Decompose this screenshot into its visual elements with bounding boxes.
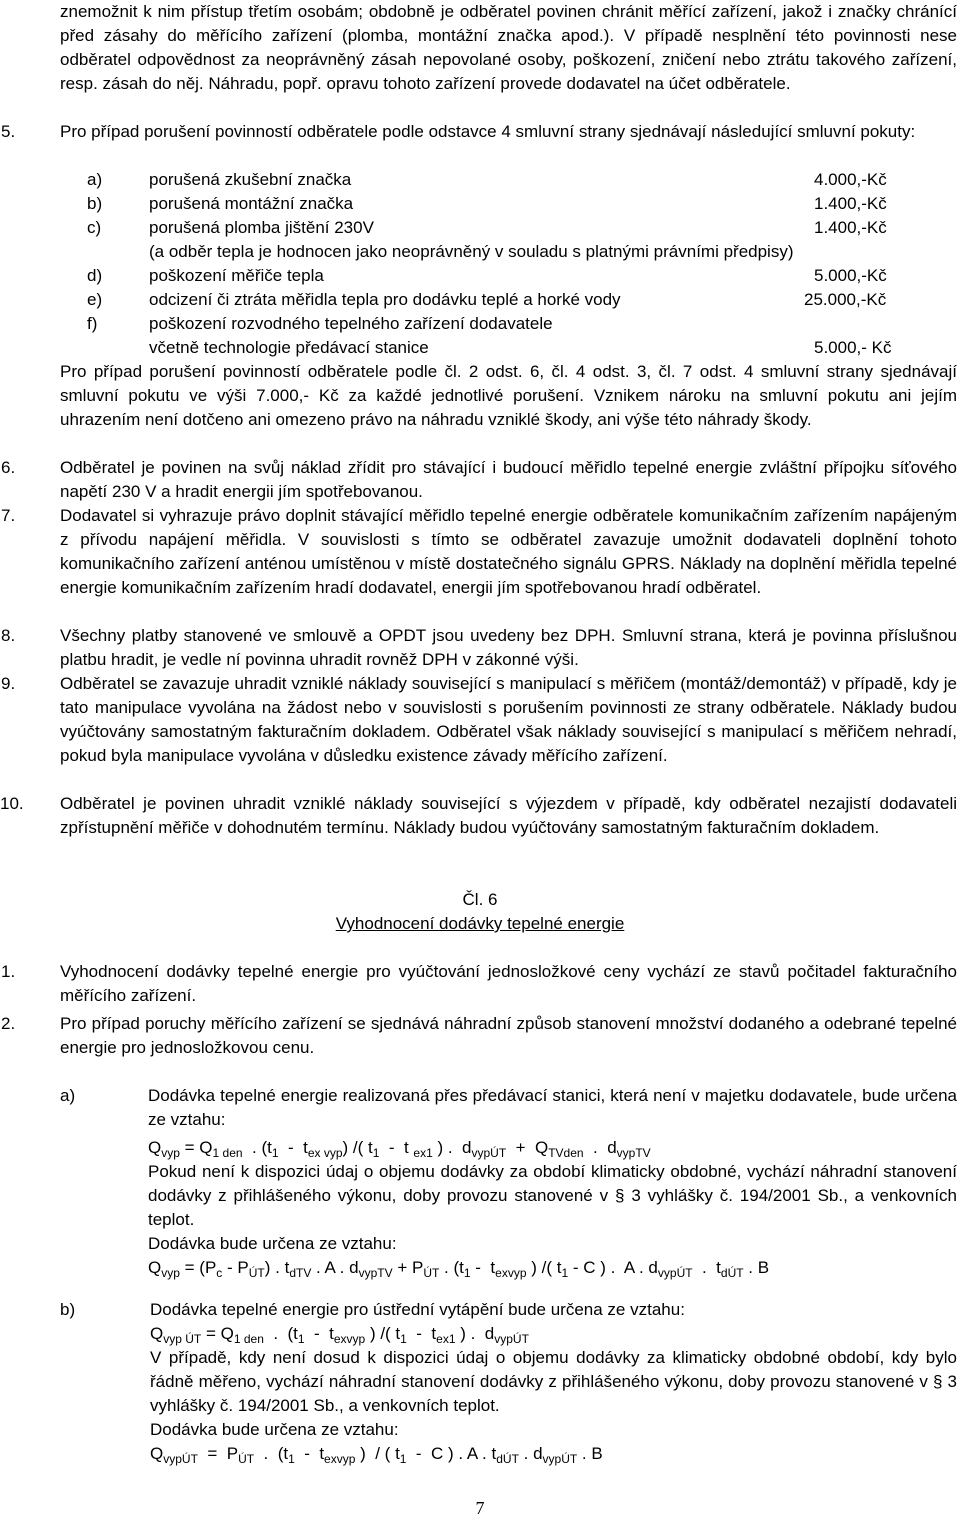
penalty-row: e) odcizení či ztráta měřidla tepla pro dodávku teplé a horké vody 25.000,-Kč — [60, 288, 957, 312]
sub-a-letter: a) — [60, 1086, 76, 1105]
penalty-row: a) porušená zkušební značka 4.000,-Kč — [60, 168, 957, 192]
clause-text: Odběratel je povinen na svůj náklad zřídit pro stávající i budoucí měřidlo tepelné energie zvláštní přípojku síťového napětí 230 V a hradit energii jím spotřebovanou. — [60, 458, 957, 501]
sub-b-paragraph: V případě, kdy není dosud k dispozici údaj o objemu dodávky za klimaticky obdobné období, kdy bylo řádně měřeno, vychází náhradní stanovení dodávky z přihlášeného výkonu, doby provozu stanovené v § 3 vyhlášky č. 194/2001 Sb., a venkovních teplot. — [150, 1348, 957, 1415]
sub-a — [148, 1084, 957, 1280]
clause-text: Všechny platby stanovené ve smlouvě a OPDT jsou uvedeny bez DPH. Smluvní strana, která je povinna příslušnou platbu hradit, je vedle ní povinna uhradit rovněž DPH v zákonné výši. — [60, 626, 957, 669]
clause-text: Pro případ porušení povinností odběratele podle odstavce 4 smluvní strany sjednávají následující smluvní pokuty: — [60, 122, 916, 141]
clause-9 — [1, 672, 957, 768]
penalty-amount: 4.000,-Kč — [814, 170, 887, 189]
penalty-amount: 5.000,-Kč — [814, 266, 887, 285]
sub-b-after: Dodávka bude určena ze vztahu: — [150, 1420, 399, 1439]
clause-number: 5. — [1, 122, 16, 141]
penalty-row: včetně technologie předávací stanice 5.000,- Kč — [60, 336, 957, 360]
penalty-note: (a odběr tepla je hodnocen jako neoprávněný v souladu s platnými právními předpisy) — [149, 242, 794, 261]
clause-number: 6. — [1, 458, 16, 477]
sub-b-intro: Dodávka tepelné energie pro ústřední vytápění bude určena ze vztahu: — [150, 1300, 685, 1319]
formula-q-vyput: $Q_{vypÚT} = P_{ÚT}$ . ($t_1 - t_{exvyp}$ ) / ( $t_1$ - C ) . A . $t_{dÚT}$ . $d_{vypÚT}$ . B — [150, 1444, 603, 1466]
clause-text: Dodavatel si vyhrazuje právo doplnit stávající měřidlo tepelné energie odběratele komunikačním zařízením napájeným z přívodu napájení měřidla. V souvislosti s tímto se odběratel zavazuje umožnit dodavateli doplnění tohoto komunikačního zařízení anténou umístěnou v místě dostatečného signálu GPRS. Náklady na doplnění měřidla tepelné energie komunikačním zařízením hradí dodavatel, energii jím spotřebovanou hradí odběratel. — [60, 506, 957, 597]
clause-text: Odběratel je povinen uhradit vzniklé náklady související s výjezdem v případě, kdy odběratel nezajistí dodavateli zpřístupnění měřiče v dohodnutém termínu. Náklady budou vyúčtovány samostatným fakturačním dokladem. — [60, 794, 957, 837]
clause-number: 9. — [1, 674, 16, 693]
sub-b — [150, 1298, 957, 1466]
clause-text: Pro případ poruchy měřícího zařízení se sjednává náhradní způsob stanovení množství dodaného a odebrané tepelné energie pro jednosložkovou cenu. — [60, 1014, 957, 1057]
penalty-amount: 25.000,-Kč — [804, 290, 887, 309]
formula-q-vyp-ut: $Q_{vyp ÚT} = Q_{1 den}$ . ($t_1 - t_{exvyp}$ ) /( $t_1 - t_{ex1}$ ) . $d_{vypÚT}$ — [150, 1324, 529, 1346]
clause-text: Vyhodnocení dodávky tepelné energie pro vyúčtování jednosložkové ceny vychází ze stavů počitadel fakturačního měřícího zařízení. — [60, 962, 957, 1005]
sub-a-paragraph: Pokud není k dispozici údaj o objemu dodávky za období klimaticky obdobné, vychází náhradní stanovení dodávky z přihlášeného výkonu, doby provozu stanovené v § 3 vyhlášky č. 194/2001 Sb., a venkovních teplot. — [148, 1162, 957, 1229]
clause-number: 7. — [1, 506, 16, 525]
section-heading — [0, 888, 960, 936]
penalty-row: f) poškození rozvodného tepelného zařízení dodavatele — [87, 314, 553, 333]
continuation-text: znemožnit k nim přístup třetím osobám; obdobně je odběratel povinen chránit měřící zařízení, jakož i značky chránící před zásahy do měřícího zařízení (plomba, montážní značka apod.). V případě nesplnění této povinnosti nese odběratel odpovědnost za neoprávněný zásah nepovolané osoby, poškození, zničení nebo ztrátu takového zařízení, resp. zásah do něj. Náhradu, popř. opravu tohoto zařízení provede dodavatel na účet odběratele. — [60, 2, 957, 93]
penalty-row: d) poškození měřiče tepla 5.000,-Kč — [60, 264, 957, 288]
penalty-row: c) porušená plomba jištění 230V 1.400,-Kč — [60, 216, 957, 240]
clause-10 — [0, 792, 957, 840]
page-number: 7 — [475, 1498, 485, 1518]
section-item-2 — [1, 1012, 957, 1060]
clause-8 — [1, 624, 957, 672]
section-title: Vyhodnocení dodávky tepelné energie — [335, 914, 625, 933]
formula-q-vyp-2: $Q_{vyp} = (P_c - P_{ÚT})$ . $t_{dTV}$ . A . $d_{vypTV} + P_{ÚT}$ . ($t_1 - t_{exvyp}$ ) /( $t_1$ - C ) . A . $d_{vypÚT}$ . $t_{dÚT}$ . B — [148, 1258, 770, 1280]
sub-b-letter: b) — [60, 1300, 76, 1319]
clause-number: 10. — [0, 794, 24, 813]
section-item-1 — [1, 960, 957, 1008]
sub-a-intro: Dodávka tepelné energie realizovaná přes předávací stanici, která není v majetku dodavatele, bude určena ze vztahu: — [148, 1086, 957, 1129]
clause-number: 1. — [1, 962, 16, 981]
clause-number: 8. — [1, 626, 16, 645]
clause-text: Odběratel se zavazuje uhradit vzniklé náklady související s manipulací s měřičem (montáž/demontáž) v případě, kdy je tato manipulace vyvolána na žádost nebo v souvislosti s porušením povinnosti ze strany odběratele. Náklady budou vyúčtovány samostatným fakturačním dokladem. Odběratel však náklady související s manipulací s měřičem nehradí, pokud byla manipulace vyvolána v důsledku existence závady měřícího zařízení. — [60, 674, 957, 765]
clause-5 — [1, 120, 957, 144]
penalty-row: b) porušená montážní značka 1.400,-Kč — [60, 192, 957, 216]
continuation-paragraph — [60, 0, 957, 96]
penalty-amount: 1.400,-Kč — [814, 218, 887, 237]
clause-7 — [1, 504, 957, 600]
sub-a-after: Dodávka bude určena ze vztahu: — [148, 1234, 397, 1253]
section-number: Čl. 6 — [462, 890, 498, 909]
penalty-amount: 5.000,- Kč — [814, 338, 892, 357]
clause-5-continuation: Pro případ porušení povinností odběratele podle čl. 2 odst. 6, čl. 4 odst. 3, čl. 7 odst. 4 smluvní strany sjednávají smluvní pokutu ve výši 7.000,- Kč za každé jednotlivé porušení. Vznikem nároku na smluvní pokutu ani jejím uhrazením není dotčeno ani omezeno právo na náhradu vzniklé škody, ani výše této náhrady škody. — [60, 362, 957, 429]
penalty-list — [60, 168, 957, 360]
penalty-amount: 1.400,-Kč — [814, 194, 887, 213]
formula-q-vyp: $Q_{vyp} = Q_{1 den}$ . $(t_1 - t_{ex vyp})$ /( $t_1$ - t $_{ex1}$ ) . $d_{vypÚT} + Q_{TVden}$ . $d_{vypTV}$ — [148, 1138, 651, 1160]
clause-6 — [1, 456, 957, 504]
clause-number: 2. — [1, 1014, 16, 1033]
